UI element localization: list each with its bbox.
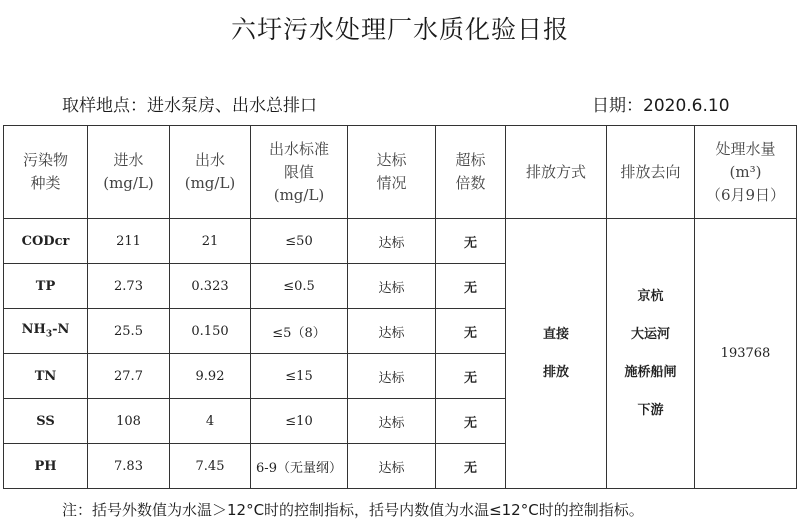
effluent-cell: 4: [170, 399, 251, 444]
influent-cell: 211: [88, 219, 170, 264]
discharge-destination-cell: 京杭 大运河 施桥船闸 下游: [607, 219, 695, 489]
influent-cell: 7.83: [88, 444, 170, 489]
header-row: [4, 126, 797, 219]
discharge-method-cell: 直接 排放: [506, 219, 607, 489]
header-compliance: 达标 情况: [348, 126, 436, 219]
exceed-cell: 无: [436, 399, 506, 444]
header-discharge-method: 排放方式: [506, 126, 607, 219]
influent-cell: 27.7: [88, 354, 170, 399]
influent-cell: 108: [88, 399, 170, 444]
exceed-cell: 无: [436, 444, 506, 489]
effluent-cell: 21: [170, 219, 251, 264]
compliance-cell: 达标: [348, 219, 436, 264]
pollutant-cell: SS: [4, 399, 88, 444]
exceed-cell: 无: [436, 264, 506, 309]
table-row: [4, 219, 797, 264]
influent-cell: 25.5: [88, 309, 170, 354]
standard-cell: ≤15: [251, 354, 348, 399]
exceed-cell: 无: [436, 309, 506, 354]
exceed-cell: 无: [436, 354, 506, 399]
compliance-cell: 达标: [348, 354, 436, 399]
header-standard: 出水标准 限值 (mg/L): [251, 126, 348, 219]
compliance-cell: 达标: [348, 264, 436, 309]
exceed-cell: 无: [436, 219, 506, 264]
pollutant-cell: TP: [4, 264, 88, 309]
header-effluent: 出水 (mg/L): [170, 126, 251, 219]
sampling-location: 取样地点：进水泵房、出水总排口: [62, 96, 317, 116]
header-exceed: 超标 倍数: [436, 126, 506, 219]
standard-cell: 6-9（无量纲）: [251, 444, 348, 489]
standard-cell: ≤50: [251, 219, 348, 264]
header-influent: 进水 (mg/L): [88, 126, 170, 219]
pollutant-cell: PH: [4, 444, 88, 489]
footnote: 注：括号外数值为水温＞12°C时的控制指标，括号内数值为水温≤12°C时的控制指标。: [62, 501, 644, 519]
pollutant-cell: TN: [4, 354, 88, 399]
report-title: 六圩污水处理厂水质化验日报: [230, 15, 569, 44]
header-volume: 处理水量 (m³) （6月9日）: [695, 126, 797, 219]
compliance-cell: 达标: [348, 309, 436, 354]
report-date: 日期：2020.6.10: [592, 96, 730, 116]
effluent-cell: 9.92: [170, 354, 251, 399]
standard-cell: ≤0.5: [251, 264, 348, 309]
influent-cell: 2.73: [88, 264, 170, 309]
water-quality-table: [3, 125, 797, 489]
standard-cell: ≤5（8）: [251, 309, 348, 354]
compliance-cell: 达标: [348, 444, 436, 489]
standard-cell: ≤10: [251, 399, 348, 444]
header-discharge-destination: 排放去向: [607, 126, 695, 219]
effluent-cell: 0.150: [170, 309, 251, 354]
pollutant-cell: CODcr: [4, 219, 88, 264]
effluent-cell: 7.45: [170, 444, 251, 489]
header-pollutant: 污染物 种类: [4, 126, 88, 219]
compliance-cell: 达标: [348, 399, 436, 444]
effluent-cell: 0.323: [170, 264, 251, 309]
pollutant-cell: $NH_3-N$: [4, 309, 88, 354]
volume-cell: 193768: [695, 219, 797, 489]
